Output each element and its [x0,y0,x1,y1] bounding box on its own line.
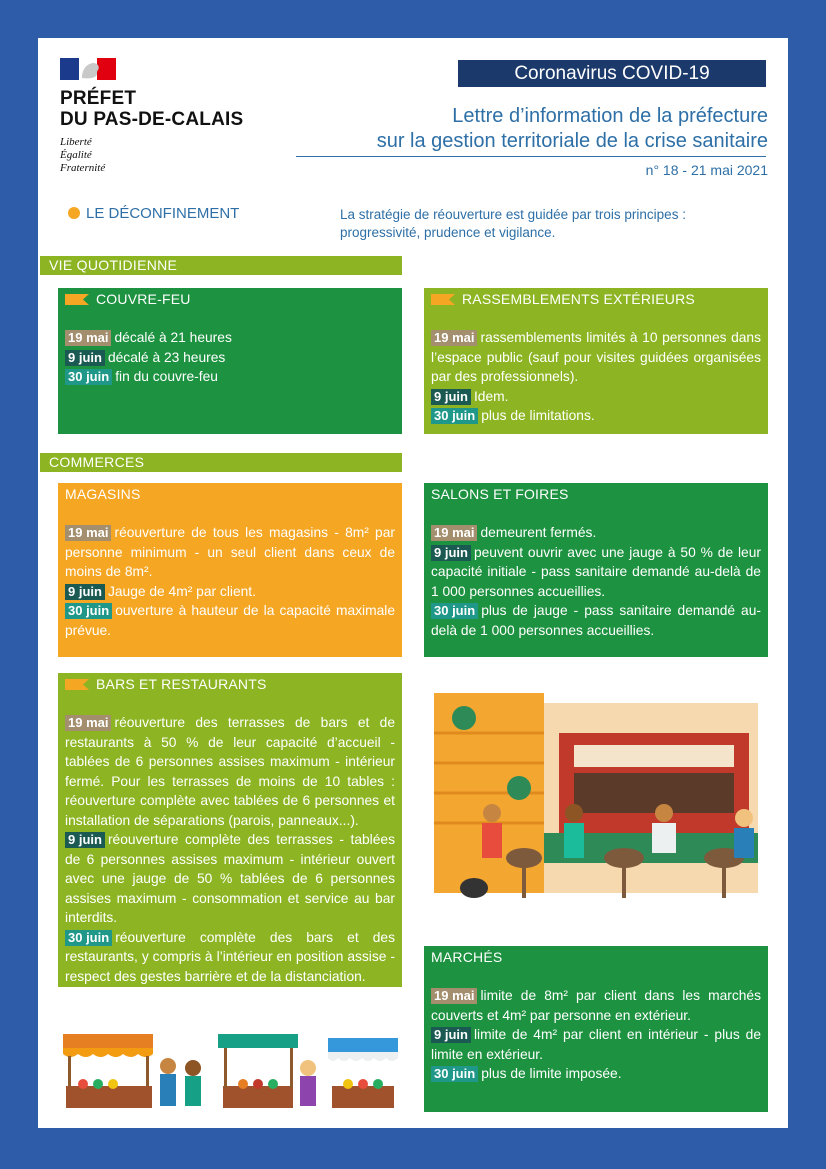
magasins-item [65,523,395,582]
marianne-logo [60,58,116,80]
strategy-text [340,206,686,242]
topic-label: LE DÉCONFINEMENT [86,205,240,222]
rassemblements-heading [431,288,761,310]
date-tag: 19 mai [65,525,111,541]
item-text: plus de limitations. [481,408,595,423]
date-tag: 9 juin [431,1027,471,1043]
marches-title: MARCHÉS [431,949,503,965]
date-tag: 19 mai [431,330,477,346]
prefet-line2: DU PAS-DE-CALAIS [60,109,244,130]
item-text: limite de 8m² par client dans les marchés couverts et 4m² par personne en extérieur. [431,988,761,1023]
magasins-item [65,582,395,602]
item-text: Idem. [473,388,509,404]
item-text: demeurent fermés. [480,525,597,540]
date-tag: 30 juin [65,930,112,946]
market-stalls-illustration [58,1026,402,1116]
salons-heading [431,483,761,505]
date-tag: 9 juin [65,584,105,600]
strategy-line2: progressivité, prudence et vigilance. [340,225,556,240]
rassemblements-item [431,328,761,387]
section-commerces: COMMERCES [40,453,402,472]
couvre-feu-heading [65,288,395,310]
newsletter-title [377,104,768,154]
item-text: plus de jauge - pass sanitaire demandé au-delà de 1 000 personnes accueillies. [431,603,761,638]
date-tag: 19 mai [65,715,111,731]
salons-title: SALONS ET FOIRES [431,486,569,502]
date-tag: 9 juin [431,389,471,405]
rassemblements-title: RASSEMBLEMENTS EXTÉRIEURS [462,291,695,307]
rassemblements-item [431,406,761,426]
date-tag: 19 mai [65,330,111,346]
magasins-box [58,483,402,657]
marches-item [431,1025,761,1064]
date-tag: 30 juin [65,603,112,619]
issue-number: n° 18 - 21 mai 2021 [645,162,768,178]
item-text: rassemblements limités à 10 personnes dans l’espace public (sauf pour visites guidées organisées par des professionnels). [431,330,761,384]
pennant-flag-icon [65,294,89,305]
pennant-flag-icon [65,679,89,690]
bars-item [65,830,395,928]
item-text: Jauge de 4m² par client. [107,583,256,599]
salons-item [431,523,761,543]
couvre-feu-item [65,348,395,368]
motto-liberte: Liberté [60,136,92,148]
item-text: décalé à 23 heures [107,349,226,365]
rassemblements-box [424,288,768,434]
motto-egalite: Égalité [60,149,92,161]
date-tag: 30 juin [65,369,112,385]
marches-item [431,1064,761,1084]
marches-heading [431,946,761,968]
salons-item [431,543,761,602]
item-text: réouverture de tous les magasins - 8m² par personne minimum - un seul client dans ceux de moins de 8m². [65,525,395,579]
republic-motto [60,136,105,175]
item-text: réouverture complète des bars et des restaurants, y compris à l’intérieur en position assise - respect des gestes barrière et de la distanciation. [65,929,395,984]
item-text: ouverture à hauteur de la capacité maximale prévue. [65,603,395,638]
item-text: réouverture des terrasses de bars et de restaurants à 50 % de leur capacité d’accueil - tablées de 6 personnes assises maximum - intérieur fermé. Pour les terrasses de moins de 10 tables : réouverture complète avec tablées de 6 personnes et installation de séparations (parois, panneaux...). [65,715,395,828]
couvre-feu-box [58,288,402,434]
bars-item [65,713,395,830]
section-vie-quotidienne: VIE QUOTIDIENNE [40,256,402,275]
couvre-feu-item [65,328,395,348]
salons-item [431,601,761,640]
magasins-heading [65,483,395,505]
item-text: peuvent ouvrir avec une jauge à 50 % de leur capacité initiale - pass sanitaire demandé au-delà de 1 000 personnes accueillies. [431,544,761,599]
couvre-feu-title: COUVRE-FEU [96,291,191,307]
date-tag: 19 mai [431,988,477,1004]
covid-banner: Coronavirus COVID-19 [458,60,766,87]
title-line2: sur la gestion territoriale de la crise sanitaire [376,130,768,152]
title-divider [296,156,766,157]
item-text: plus de limite imposée. [481,1066,622,1081]
bullet-dot-icon [68,207,80,219]
item-text: fin du couvre-feu [115,369,218,384]
cafe-terrace-illustration [424,673,768,918]
date-tag: 9 juin [65,350,105,366]
topic-heading [68,205,239,222]
marches-item [431,986,761,1025]
pennant-flag-icon [431,294,455,305]
prefecture-name [60,88,243,130]
magasins-title: MAGASINS [65,486,141,502]
date-tag: 9 juin [65,832,105,848]
newsletter-page [38,38,788,1128]
bars-box [58,673,402,987]
couvre-feu-item [65,367,395,387]
title-line1: Lettre d’information de la préfecture [452,105,768,127]
prefet-line1: PRÉFET [60,88,137,109]
date-tag: 30 juin [431,603,478,619]
date-tag: 9 juin [431,545,471,561]
date-tag: 30 juin [431,1066,478,1082]
strategy-line1: La stratégie de réouverture est guidée par trois principes : [340,207,686,222]
bars-item [65,928,395,987]
date-tag: 30 juin [431,408,478,424]
magasins-item [65,601,395,640]
bars-title: BARS ET RESTAURANTS [96,676,267,692]
date-tag: 19 mai [431,525,477,541]
item-text: limite de 4m² par client en intérieur - plus de limite en extérieur. [431,1027,761,1062]
item-text: décalé à 21 heures [114,330,232,345]
marches-box [424,946,768,1112]
rassemblements-item [431,387,761,407]
motto-fraternite: Fraternité [60,162,106,174]
salons-box [424,483,768,657]
bars-heading [65,673,395,695]
item-text: réouverture complète des terrasses - tablées de 6 personnes assises maximum - intérieur ouvert avec une jauge de 50 % tablées de 6 personnes assises maximum - consommation et service au bar interdits. [65,832,395,925]
